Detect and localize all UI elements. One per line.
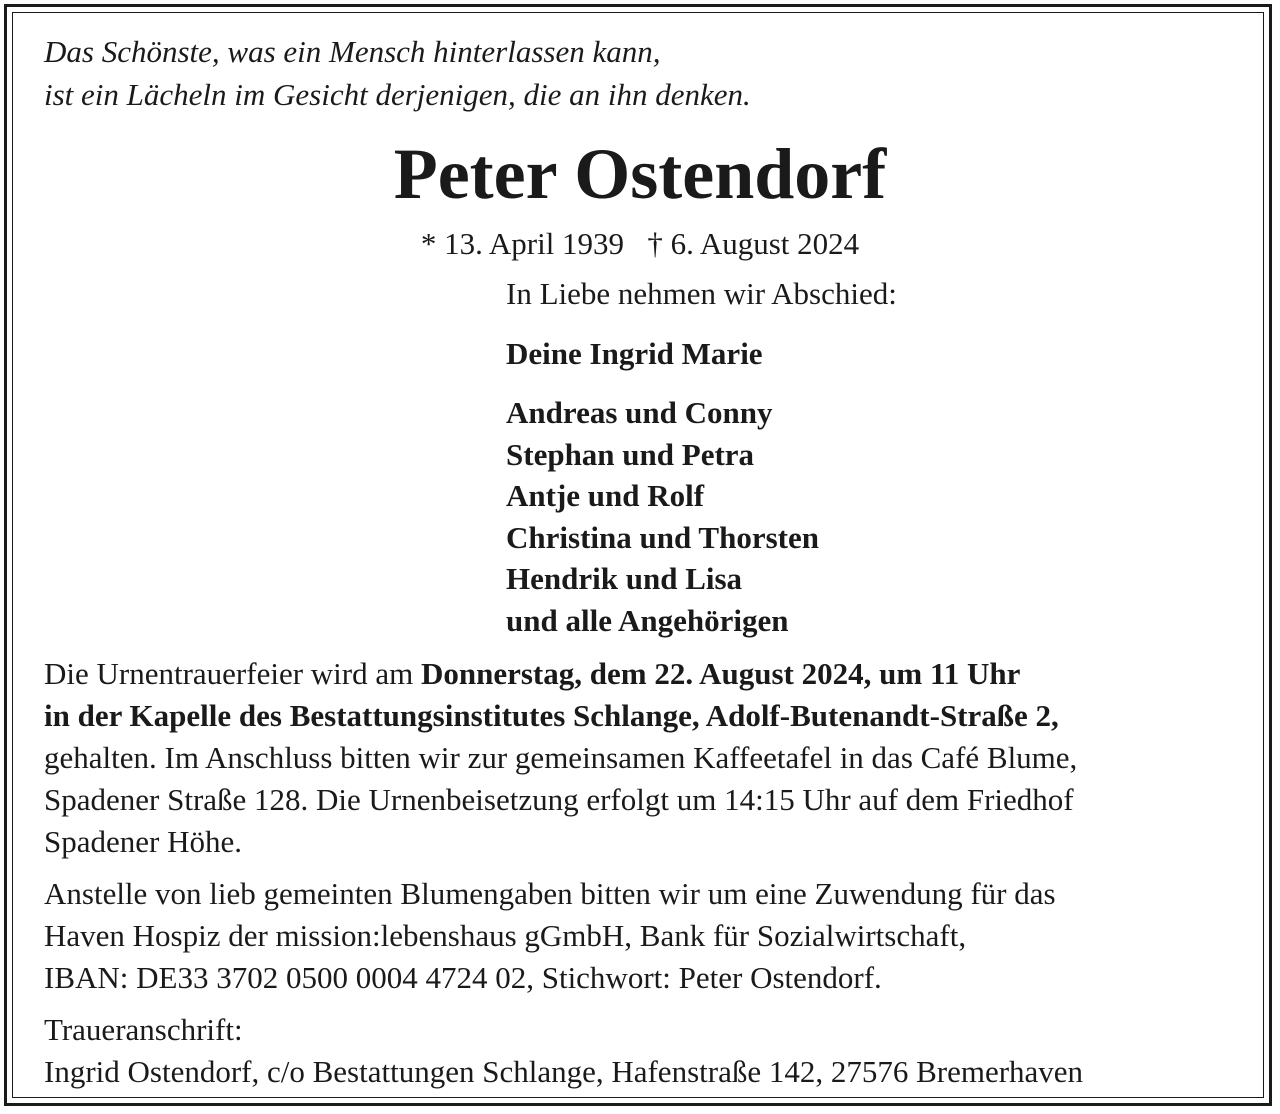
obituary-notice [44, 30, 1254, 1093]
mourning-address [44, 1009, 1254, 1093]
donation-line-2: Haven Hospiz der mission:lebenshaus gGmbH, Bank für Sozialwirtschaft, [44, 918, 967, 953]
service-details [44, 653, 1254, 863]
death-date: † 6. August 2024 [647, 226, 860, 261]
deceased-name: Peter Ostendorf [393, 134, 887, 214]
motto [44, 30, 1254, 116]
family-member: Hendrik und Lisa [506, 561, 743, 596]
farewell-intro: In Liebe nehmen wir Abschied: [506, 276, 897, 311]
family-member: und alle Angehörigen [506, 602, 789, 638]
family-member: Andreas und Conny [506, 395, 773, 430]
service-location: in der Kapelle des Bestattungsinstitutes Schlange, Adolf-Butenandt-Straße 2, [44, 698, 1059, 733]
donation-line-1: Anstelle von lieb gemeinten Blumengaben bitten wir um eine Zuwendung für das [44, 876, 1056, 911]
family-member: Christina und Thorsten [506, 519, 819, 555]
life-dates [0, 224, 1280, 264]
motto-line-2: ist ein Lächeln im Gesicht derjenigen, die an ihn denken. [44, 77, 751, 112]
birth-date: * 13. April 1939 [420, 226, 625, 261]
service-line-5: Spadener Höhe. [44, 824, 242, 859]
service-line-1 [44, 653, 1254, 695]
mourners-block [506, 274, 1254, 641]
service-intro: Die Urnentrauerfeier wird am [44, 656, 421, 691]
service-line-3: gehalten. Im Anschluss bitten wir zur gemeinsamen Kaffeetafel in das Café Blume, [44, 740, 1078, 775]
family-list [506, 392, 1254, 641]
address-line: Ingrid Ostendorf, c/o Bestattungen Schlange, Hafenstraße 142, 27576 Bremerhaven [44, 1054, 1084, 1089]
donation-request [44, 873, 1254, 999]
address-label: Traueranschrift: [44, 1012, 243, 1047]
service-date-time: Donnerstag, dem 22. August 2024, um 11 Uhr [420, 656, 1021, 691]
wife-name: Deine Ingrid Marie [506, 336, 763, 371]
service-line-4: Spadener Straße 128. Die Urnenbeisetzung erfolgt um 14:15 Uhr auf dem Friedhof [44, 782, 1074, 817]
donation-line-3: IBAN: DE33 3702 0500 0004 4724 02, Stichwort: Peter Ostendorf. [44, 960, 882, 995]
family-member: Stephan und Petra [506, 436, 755, 472]
family-member: Antje und Rolf [506, 478, 705, 513]
motto-line-1: Das Schönste, was ein Mensch hinterlassen kann, [44, 34, 661, 69]
